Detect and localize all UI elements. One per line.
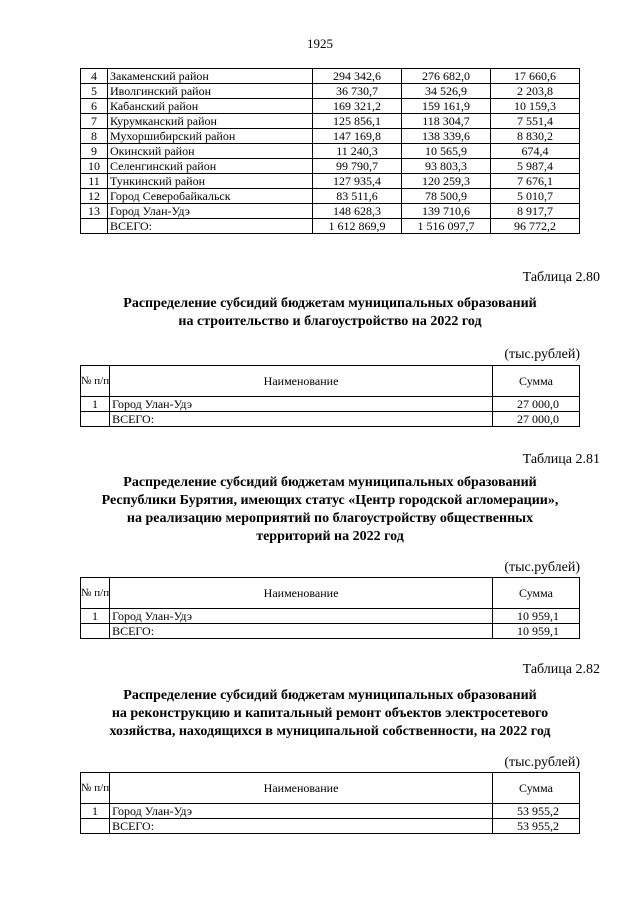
title-line: Распределение субсидий бюджетам муниципальных образований: [123, 475, 537, 490]
table-row: [81, 84, 580, 99]
title-line: Распределение субсидий бюджетам муниципальных образований: [123, 296, 537, 311]
table-2-80-unit: (тыс.рублей): [504, 347, 580, 362]
district-name-cell: Окинский район: [108, 144, 313, 159]
top-subsidy-table: [80, 68, 580, 234]
name-cell: Город Улан-Удэ: [110, 397, 493, 412]
header-name-cell: Наименование: [110, 578, 493, 609]
row-number-cell: 1: [81, 609, 110, 624]
value-cell: 34 526,9: [402, 84, 491, 99]
row-number-cell: [81, 412, 110, 427]
header-sum-cell: Сумма: [493, 773, 580, 804]
table-row: [81, 804, 580, 819]
total-row: [81, 219, 580, 234]
value-cell: 139 710,6: [402, 204, 491, 219]
value-cell: 5 010,7: [491, 189, 580, 204]
row-number-cell: 9: [81, 144, 108, 159]
value-cell: 2 203,8: [491, 84, 580, 99]
value-cell: 78 500,9: [402, 189, 491, 204]
row-number-cell: [81, 624, 110, 639]
title-line: Республики Бурятия, имеющих статус «Центр городской агломерации»,: [101, 493, 559, 508]
row-number-cell: 1: [81, 397, 110, 412]
sum-cell: 10 959,1: [493, 624, 580, 639]
district-name-cell: Тункинский район: [108, 174, 313, 189]
row-number-cell: 6: [81, 99, 108, 114]
district-name-cell: ВСЕГО:: [108, 219, 313, 234]
table-row: [81, 609, 580, 624]
value-cell: 276 682,0: [402, 69, 491, 84]
table-2-81-unit: (тыс.рублей): [504, 560, 580, 575]
header-sum-cell: Сумма: [493, 578, 580, 609]
table-row: [81, 174, 580, 189]
header-name-cell: Наименование: [110, 366, 493, 397]
header-number-cell: № п/п: [81, 366, 110, 397]
value-cell: 294 342,6: [313, 69, 402, 84]
total-row: [81, 412, 580, 427]
value-cell: 127 935,4: [313, 174, 402, 189]
title-line: хозяйства, находящихся в муниципальной собственности, на 2022 год: [109, 724, 551, 739]
header-row: [81, 578, 580, 609]
header-number-cell: № п/п: [81, 773, 110, 804]
table-row: [81, 144, 580, 159]
value-cell: 83 511,6: [313, 189, 402, 204]
name-cell: Город Улан-Удэ: [110, 609, 493, 624]
table-2-81-title: [60, 474, 600, 546]
district-name-cell: Город Улан-Удэ: [108, 204, 313, 219]
value-cell: 7 676,1: [491, 174, 580, 189]
title-line: на строительство и благоустройство на 2022 год: [178, 314, 482, 329]
name-cell: ВСЕГО:: [110, 412, 493, 427]
value-cell: 125 856,1: [313, 114, 402, 129]
sum-cell: 53 955,2: [493, 819, 580, 834]
total-row: [81, 624, 580, 639]
district-name-cell: Кабанский район: [108, 99, 313, 114]
district-name-cell: Закаменский район: [108, 69, 313, 84]
row-number-cell: 12: [81, 189, 108, 204]
name-cell: ВСЕГО:: [110, 819, 493, 834]
value-cell: 10 565,9: [402, 144, 491, 159]
value-cell: 169 321,2: [313, 99, 402, 114]
row-number-cell: 4: [81, 69, 108, 84]
value-cell: 99 790,7: [313, 159, 402, 174]
value-cell: 5 987,4: [491, 159, 580, 174]
value-cell: 1 516 097,7: [402, 219, 491, 234]
table-2-80-number: Таблица 2.80: [522, 270, 600, 285]
value-cell: 674,4: [491, 144, 580, 159]
value-cell: 96 772,2: [491, 219, 580, 234]
table-row: [81, 129, 580, 144]
title-line: территорий на 2022 год: [256, 529, 404, 544]
row-number-cell: [81, 819, 110, 834]
value-cell: 147 169,8: [313, 129, 402, 144]
district-name-cell: Курумканский район: [108, 114, 313, 129]
table-row: [81, 159, 580, 174]
table-row: [81, 189, 580, 204]
row-number-cell: 8: [81, 129, 108, 144]
value-cell: 148 628,3: [313, 204, 402, 219]
value-cell: 120 259,3: [402, 174, 491, 189]
table-row: [81, 69, 580, 84]
value-cell: 7 551,4: [491, 114, 580, 129]
table-row: [81, 114, 580, 129]
row-number-cell: 1: [81, 804, 110, 819]
table-row: [81, 397, 580, 412]
sum-cell: 10 959,1: [493, 609, 580, 624]
value-cell: 36 730,7: [313, 84, 402, 99]
value-cell: 138 339,6: [402, 129, 491, 144]
district-name-cell: Город Северобайкальск: [108, 189, 313, 204]
value-cell: 93 803,3: [402, 159, 491, 174]
table-row: [81, 99, 580, 114]
row-number-cell: 7: [81, 114, 108, 129]
table-2-80: [80, 365, 580, 427]
value-cell: 118 304,7: [402, 114, 491, 129]
title-line: на реконструкцию и капитальный ремонт объектов электросетевого: [111, 706, 549, 721]
row-number-cell: 10: [81, 159, 108, 174]
sum-cell: 27 000,0: [493, 412, 580, 427]
district-name-cell: Иволгинский район: [108, 84, 313, 99]
value-cell: 8 830,2: [491, 129, 580, 144]
title-line: на реализацию мероприятий по благоустройству общественных: [126, 511, 534, 526]
name-cell: Город Улан-Удэ: [110, 804, 493, 819]
row-number-cell: [81, 219, 108, 234]
table-2-82-unit: (тыс.рублей): [504, 755, 580, 770]
value-cell: 10 159,3: [491, 99, 580, 114]
page-number: 1925: [307, 36, 333, 51]
value-cell: 17 660,6: [491, 69, 580, 84]
row-number-cell: 5: [81, 84, 108, 99]
table-2-82-title: [60, 687, 600, 741]
header-name-cell: Наименование: [110, 773, 493, 804]
title-line: Распределение субсидий бюджетам муниципальных образований: [123, 688, 537, 703]
table-2-81-number: Таблица 2.81: [522, 452, 600, 467]
row-number-cell: 13: [81, 204, 108, 219]
value-cell: 8 917,7: [491, 204, 580, 219]
table-2-82-number: Таблица 2.82: [522, 662, 600, 677]
header-number-cell: № п/п: [81, 578, 110, 609]
sum-cell: 27 000,0: [493, 397, 580, 412]
table-2-80-title: [60, 295, 600, 331]
table-2-82: [80, 772, 580, 834]
total-row: [81, 819, 580, 834]
header-row: [81, 773, 580, 804]
table-row: [81, 204, 580, 219]
district-name-cell: Селенгинский район: [108, 159, 313, 174]
table-2-81: [80, 577, 580, 639]
value-cell: 1 612 869,9: [313, 219, 402, 234]
row-number-cell: 11: [81, 174, 108, 189]
header-row: [81, 366, 580, 397]
header-sum-cell: Сумма: [493, 366, 580, 397]
name-cell: ВСЕГО:: [110, 624, 493, 639]
value-cell: 159 161,9: [402, 99, 491, 114]
district-name-cell: Мухоршибирский район: [108, 129, 313, 144]
sum-cell: 53 955,2: [493, 804, 580, 819]
value-cell: 11 240,3: [313, 144, 402, 159]
